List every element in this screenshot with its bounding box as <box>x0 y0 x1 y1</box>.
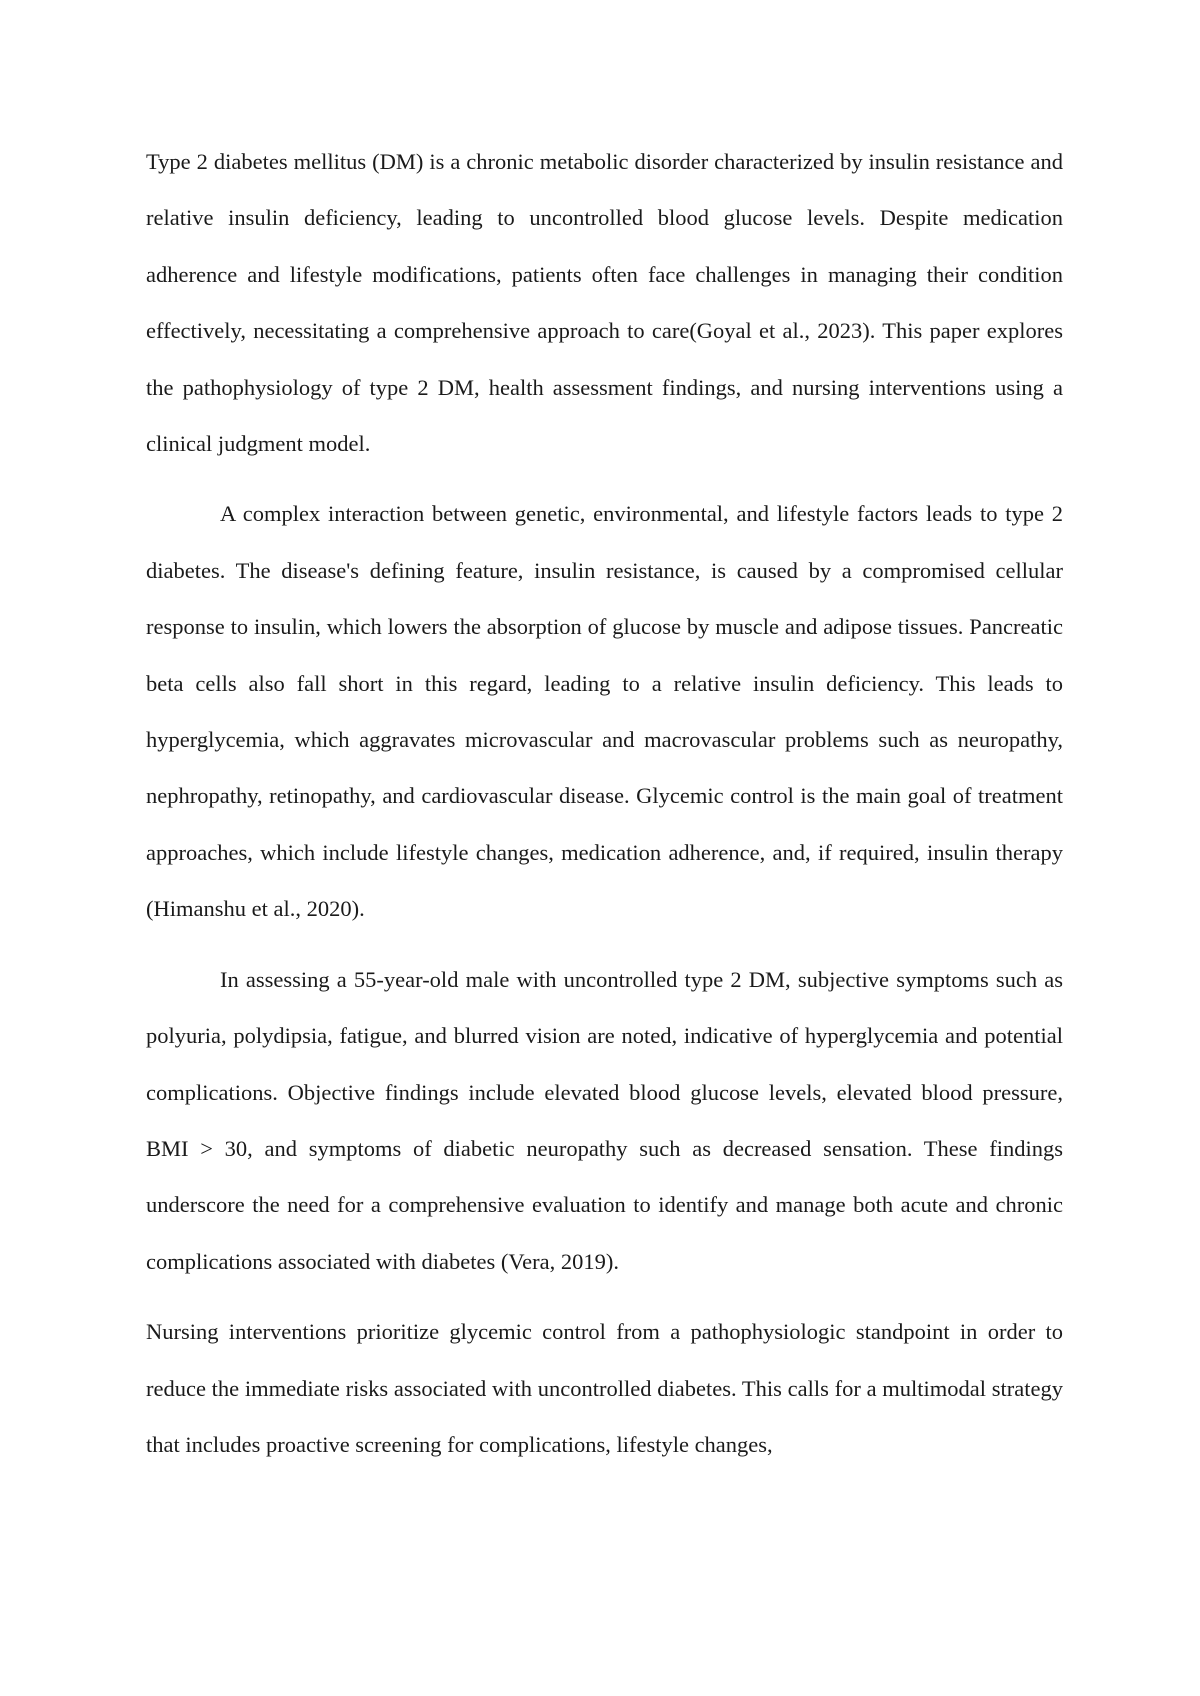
document-body <box>146 134 1063 1487</box>
paragraph-assessment: In assessing a 55-year-old male with uncontrolled type 2 DM, subjective symptoms such as polyuria, polydipsia, fatigue, and blurred vision are noted, indicative of hyperglycemia and potential complications. Objective findings include elevated blood glucose levels, elevated blood pressure, BMI > 30, and symptoms of diabetic neuropathy such as decreased sensation. These findings underscore the need for a comprehensive evaluation to identify and manage both acute and chronic complications associated with diabetes (Vera, 2019). <box>146 966 1063 1274</box>
paragraph-introduction: Type 2 diabetes mellitus (DM) is a chronic metabolic disorder characterized by insulin resistance and relative insulin deficiency, leading to uncontrolled blood glucose levels. Despite medication adherence and lifestyle modifications, patients often face challenges in managing their condition effectively, necessitating a comprehensive approach to care(Goyal et al., 2023). This paper explores the pathophysiology of type 2 DM, health assessment findings, and nursing interventions using a clinical judgment model. <box>146 149 1063 457</box>
paragraph-pathophysiology: A complex interaction between genetic, environmental, and lifestyle factors leads to type 2 diabetes. The disease's defining feature, insulin resistance, is caused by a compromised cellular response to insulin, which lowers the absorption of glucose by muscle and adipose tissues. Pancreatic beta cells also fall short in this regard, leading to a relative insulin deficiency. This leads to hyperglycemia, which aggravates microvascular and macrovascular problems such as neuropathy, nephropathy, retinopathy, and cardiovascular disease. Glycemic control is the main goal of treatment approaches, which include lifestyle changes, medication adherence, and, if required, insulin therapy (Himanshu et al., 2020). <box>146 501 1063 922</box>
paragraph-nursing-interventions: Nursing interventions prioritize glycemic control from a pathophysiologic standpoint in order to reduce the immediate risks associated with uncontrolled diabetes. This calls for a multimodal strategy that includes proactive screening for complications, lifestyle changes, <box>146 1319 1063 1457</box>
